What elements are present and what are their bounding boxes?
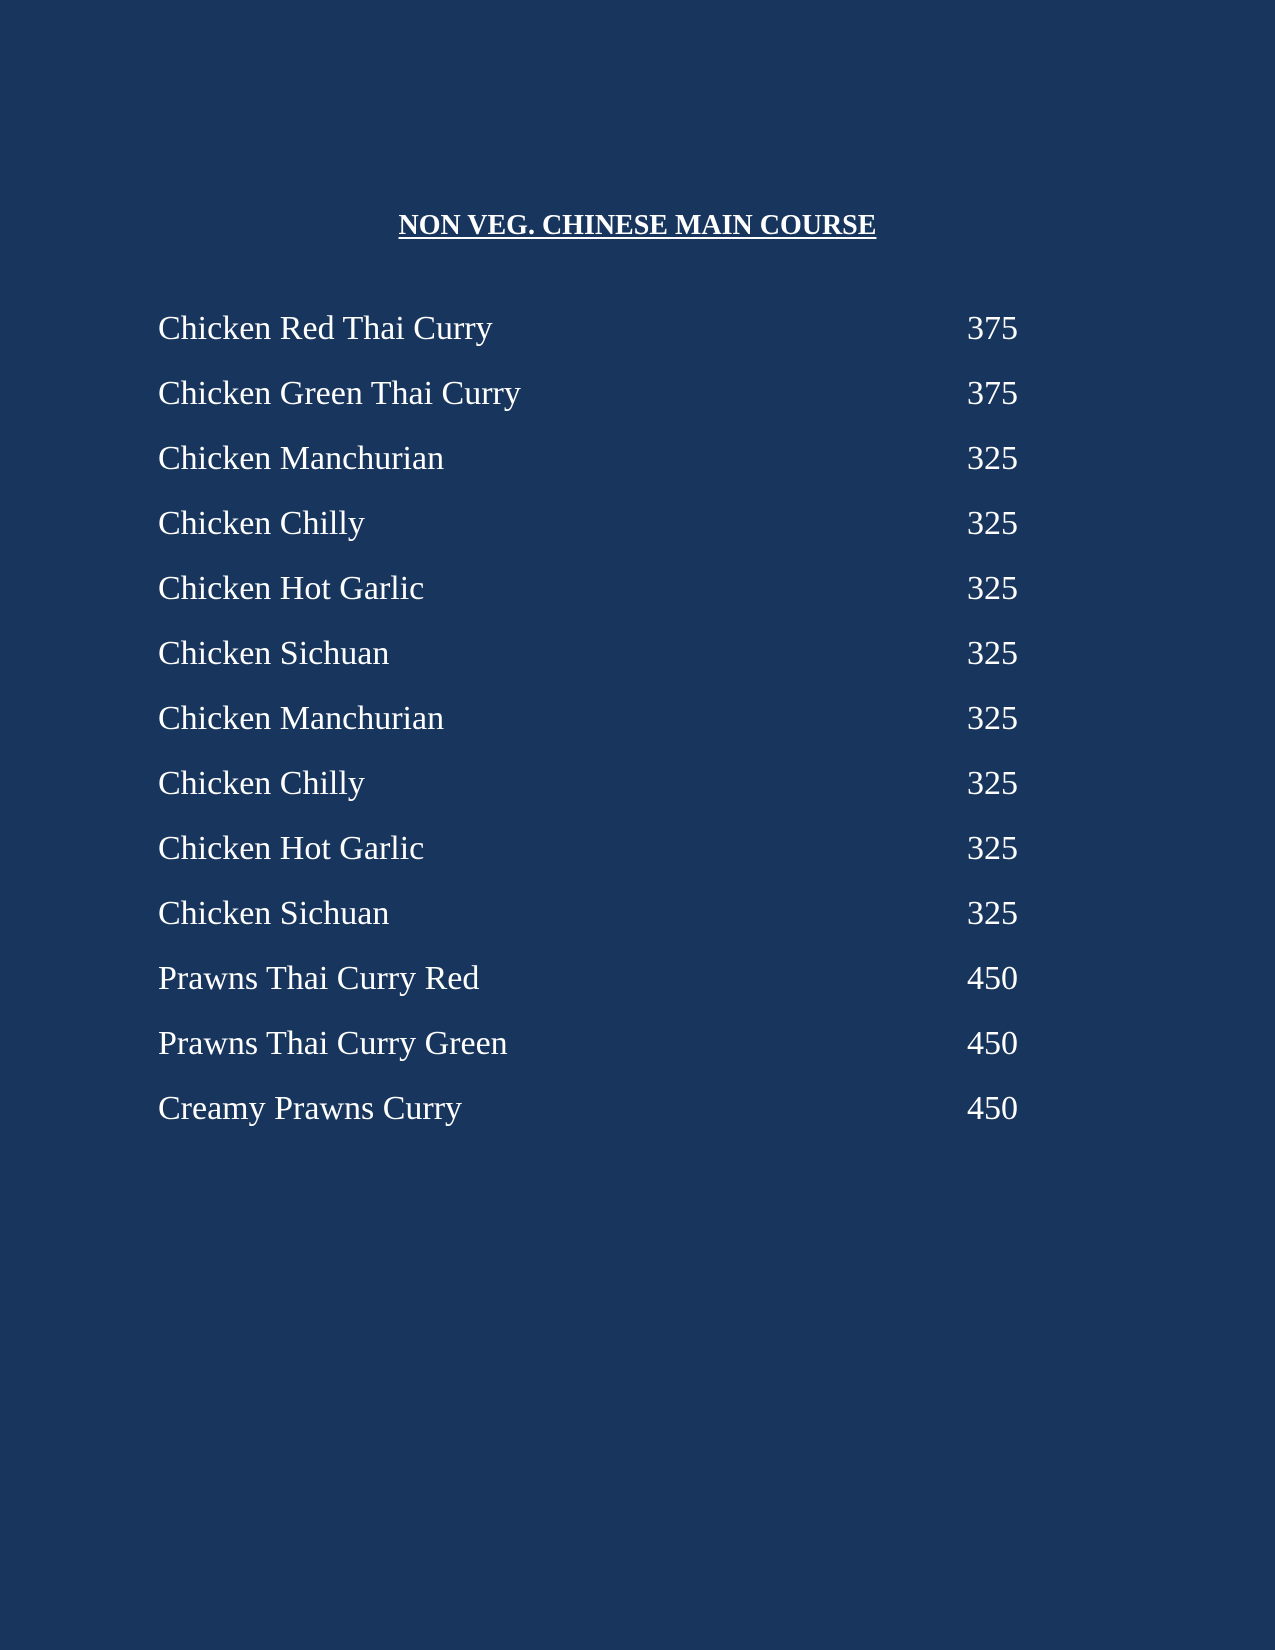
menu-item-name: Chicken Chilly xyxy=(158,765,365,802)
menu-section-title-text: NON VEG. CHINESE MAIN COURSE xyxy=(398,210,877,241)
menu-item-price: 325 xyxy=(967,895,1018,932)
menu-item-name: Chicken Green Thai Curry xyxy=(158,375,521,412)
menu-item-name: Creamy Prawns Curry xyxy=(158,1090,463,1127)
menu-item-price: 450 xyxy=(967,960,1018,997)
menu-item-price: 450 xyxy=(967,1090,1018,1127)
menu-item-price: 325 xyxy=(967,700,1018,737)
menu-item-row xyxy=(158,634,1018,699)
menu-section-title xyxy=(0,209,1275,243)
menu-item-price: 325 xyxy=(967,830,1018,867)
menu-item-row xyxy=(158,374,1018,439)
menu-item-price: 325 xyxy=(967,440,1018,477)
menu-item-price: 325 xyxy=(967,570,1018,607)
menu-item-row xyxy=(158,504,1018,569)
menu-item-price: 375 xyxy=(967,375,1018,412)
menu-item-row xyxy=(158,439,1018,504)
menu-item-name: Prawns Thai Curry Green xyxy=(158,1025,508,1062)
menu-item-price: 450 xyxy=(967,1025,1018,1062)
menu-item-name: Chicken Manchurian xyxy=(158,700,445,737)
menu-item-row xyxy=(158,829,1018,894)
menu-item-name: Chicken Chilly xyxy=(158,505,365,542)
menu-item-row xyxy=(158,309,1018,374)
menu-item-row xyxy=(158,569,1018,634)
menu-item-row xyxy=(158,959,1018,1024)
menu-item-row xyxy=(158,894,1018,959)
menu-item-name: Chicken Sichuan xyxy=(158,635,390,672)
menu-item-price: 325 xyxy=(967,505,1018,542)
menu-item-name: Chicken Red Thai Curry xyxy=(158,310,493,347)
menu-item-row xyxy=(158,699,1018,764)
menu-item-row xyxy=(158,1089,1018,1154)
menu-item-name: Chicken Hot Garlic xyxy=(158,570,425,607)
menu-item-name: Chicken Hot Garlic xyxy=(158,830,425,867)
menu-item-name: Chicken Sichuan xyxy=(158,895,390,932)
menu-item-row xyxy=(158,764,1018,829)
menu-item-price: 325 xyxy=(967,635,1018,672)
menu-item-name: Chicken Manchurian xyxy=(158,440,445,477)
menu-item-price: 375 xyxy=(967,310,1018,347)
menu-item-price: 325 xyxy=(967,765,1018,802)
menu-item-list xyxy=(158,309,1018,1154)
menu-item-row xyxy=(158,1024,1018,1089)
menu-item-name: Prawns Thai Curry Red xyxy=(158,960,480,997)
